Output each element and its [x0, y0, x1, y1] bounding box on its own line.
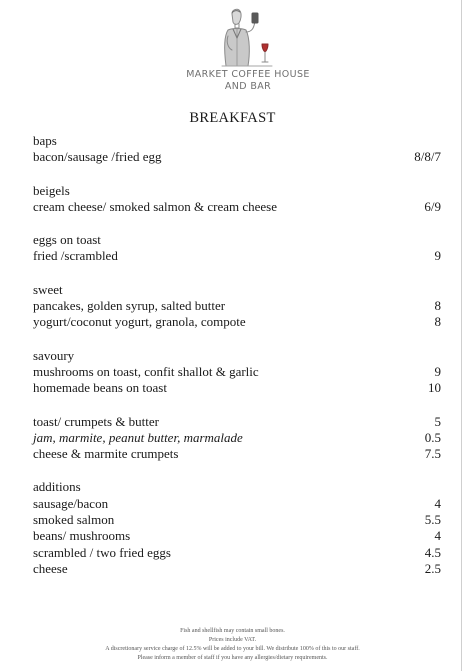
menu-item: [33, 545, 441, 561]
page-edge-divider: [461, 0, 462, 671]
menu-item-extras: [33, 430, 441, 446]
item-price: 2.5: [424, 560, 441, 576]
item-name: yogurt/coconut yogurt, granola, compote: [33, 314, 246, 330]
item-name: bacon/sausage /fried egg: [33, 149, 162, 165]
item-name: beans/ mushrooms: [33, 528, 131, 544]
item-price: 4.5: [424, 544, 441, 560]
item-price: 4: [434, 495, 441, 511]
item-price: 7.5: [424, 446, 441, 462]
menu-section-additions: [33, 479, 441, 577]
menu-item: [33, 364, 441, 380]
item-price: 0.5: [424, 429, 441, 445]
item-name: jam, marmite, peanut butter, marmalade: [33, 429, 243, 445]
item-price: 4: [434, 528, 441, 544]
item-price: 8: [434, 314, 441, 330]
menu-section-eggs-on-toast: [33, 232, 441, 265]
section-title: savoury: [33, 347, 75, 363]
logo-line-2: AND BAR: [224, 81, 272, 92]
menu-item: [33, 446, 441, 462]
menu-item: [33, 380, 441, 396]
menu-item: [33, 496, 441, 512]
item-price: 6/9: [424, 198, 441, 214]
item-price: 10: [428, 380, 441, 396]
menu-item: [33, 248, 441, 264]
menu-section-toast-crumpets: [33, 414, 441, 463]
menu-item: [33, 528, 441, 544]
item-name: homemade beans on toast: [33, 380, 167, 396]
menu-item: [33, 414, 441, 430]
logo-line-1: MARKET COFFEE HOUSE: [186, 69, 310, 80]
item-name: cream cheese/ smoked salmon & cream cheese: [33, 198, 277, 214]
section-title: eggs on toast: [33, 232, 101, 248]
menu-section-beigels: [33, 183, 441, 216]
item-price: 8/8/7: [414, 149, 441, 165]
section-title: sweet: [33, 281, 63, 297]
menu-section-baps: [33, 133, 441, 166]
item-name: smoked salmon: [33, 512, 115, 528]
menu-item: [33, 298, 441, 314]
item-price: 9: [434, 363, 441, 379]
item-name: sausage/bacon: [33, 495, 109, 511]
man-holding-phone-illustration: [208, 6, 288, 70]
item-name: toast/ crumpets & butter: [33, 413, 160, 429]
section-title: baps: [33, 133, 57, 148]
item-price: 8: [434, 298, 441, 314]
footer-notes: [0, 627, 465, 663]
menu-title: BREAKFAST: [189, 110, 276, 126]
item-name: fried /scrambled: [33, 248, 118, 264]
menu-item: [33, 561, 441, 577]
item-name: pancakes, golden syrup, salted butter: [33, 298, 226, 314]
menu-item: [33, 149, 441, 165]
menu-item: [33, 512, 441, 528]
item-name: scrambled / two fried eggs: [33, 544, 171, 560]
footer-line: A discretionary service charge of 12.5% will be added to your bill. We distribute 100% of this to our staff.: [105, 646, 360, 652]
item-name: cheese & marmite crumpets: [33, 446, 179, 462]
item-price: 9: [434, 248, 441, 264]
section-title: beigels: [33, 182, 70, 198]
item-price: 5.5: [424, 512, 441, 528]
footer-line: Prices include VAT.: [208, 637, 257, 643]
footer-line: Fish and shellfish may contain small bones.: [180, 628, 285, 634]
item-price: 5: [434, 413, 441, 429]
logo-text: [186, 69, 310, 93]
item-name: cheese: [33, 560, 68, 576]
item-name: mushrooms on toast, confit shallot & garlic: [33, 363, 259, 379]
section-title: additions: [33, 479, 81, 495]
menu-item: [33, 314, 441, 330]
menu-item: [33, 199, 441, 215]
footer-line: Please inform a member of staff if you have any allergies/dietary requirements.: [137, 655, 328, 661]
logo: [186, 6, 310, 98]
menu-list: [33, 133, 441, 594]
menu-section-savoury: [33, 348, 441, 397]
menu-section-sweet: [33, 282, 441, 331]
